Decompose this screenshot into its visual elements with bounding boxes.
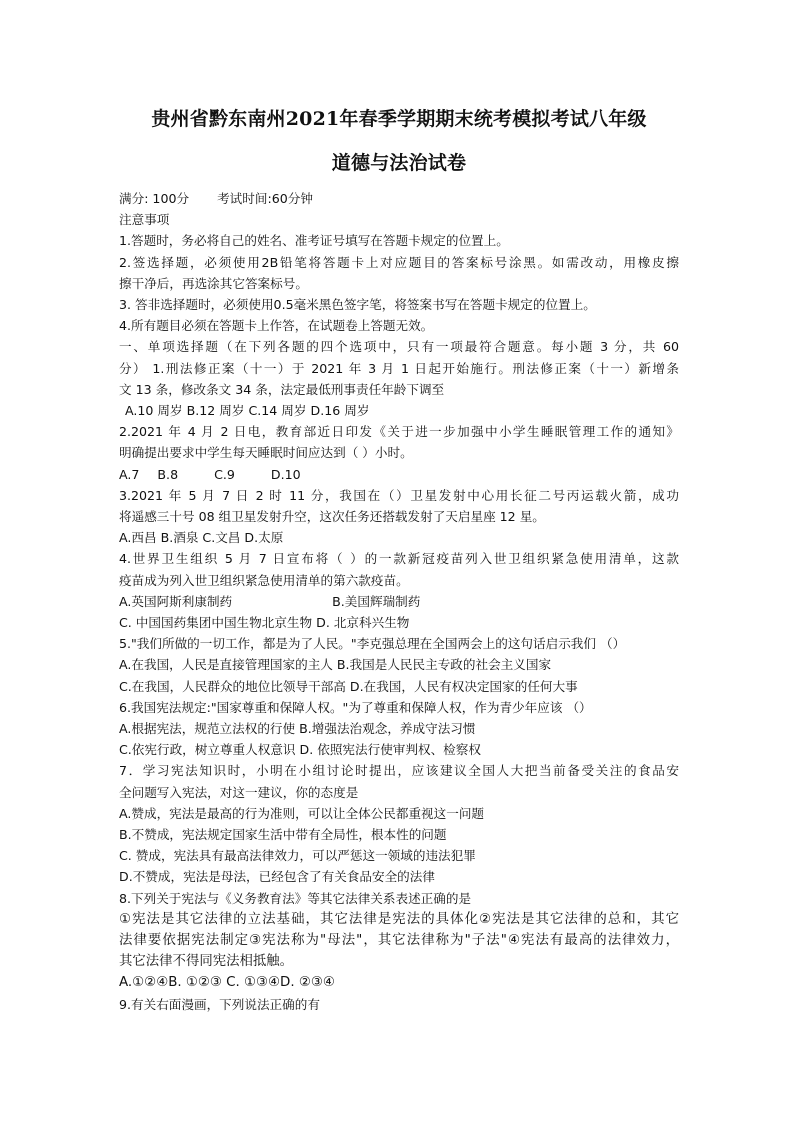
question-1-options: A.10 周岁 B.12 周岁 C.14 周岁 D.16 周岁 [125,402,370,418]
question-7: 7．学习宪法知识时，小明在小组讨论时提出，应该建议全国人大把当前备受关注的食品安 [119,763,679,779]
question-3-cont: 将遥感三十号 08 组卫星发射升空，这次任务还搭载发射了天启星座 12 星。 [119,508,545,524]
question-7-cont: 全问题写入宪法，对这一建议，你的态度是 [119,784,359,800]
option-a: A.7 [119,466,140,482]
exam-body [119,188,679,1015]
question-2-cont: 明确提出要求中学生每天睡眠时间应达到（ ）小时。 [119,445,413,461]
question-8-statements: ①宪法是其它法律的立法基础，其它法律是宪法的具体化②宪法是其它法律的总和，其它 [119,911,679,927]
notice-item: 4.所有题目必须在答题卡上作答，在试题卷上答题无效。 [119,318,434,334]
question-4: 4.世界卫生组织 5 月 7 日宣布将（ ）的一款新冠疫苗列入世卫组织紧急使用清单，这款 [119,551,679,567]
exam-info [119,188,679,209]
full-score: 满分: 100分 [119,191,190,206]
exam-subtitle: 道德与法治试卷 [331,152,467,174]
question-4-cont: 疫苗成为列入世卫组织紧急使用清单的第六款疫苗。 [119,572,409,588]
question-5-options-ab: A.在我国，人民是直接管理国家的主人 B.我国是人民民主专政的社会主义国家 [119,657,552,673]
notice-item: 擦干净后，再选涂其它答案标号。 [119,275,308,291]
notice-heading: 注意事项 [119,212,170,228]
notice-item: 3. 答非选择题时，必须使用0.5毫米黑色签字笔，将签案书写在答题卡规定的位置上。 [119,297,596,312]
notice-item: 2.签选择题，必须使用2B铅笔将答题卡上对应题目的答案标号涂黑。如需改动，用橡皮擦 [119,254,679,270]
exam-title: 贵州省黔东南州2021年春季学期期末统考模拟考试八年级 [151,108,647,130]
question-6-options-ab: A.根据宪法，规范立法权的行使 B.增强法治观念，养成守法习惯 [119,720,476,736]
option-a: A.英国阿斯利康制药 [119,593,233,609]
question-4-options-cd: C. 中国国药集团中国生物北京生物 D. 北京科兴生物 [119,614,410,630]
option-d: D.10 [270,466,301,482]
notice-item: 1.答题时，务必将自己的姓名、准考证号填写在答题卡规定的位置上。 [119,233,509,249]
option-b: B.美国辉瑞制药 [332,593,421,609]
question-6: 6.我国宪法规定:"国家尊重和保障人权。"为了尊重和保障人权，作为青少年应该 （） [119,699,592,715]
exam-page [119,100,679,1015]
question-8-statements-end: 其它法律不得同宪法相抵触。 [119,954,294,970]
question-3-options: A.西昌 B.酒泉 C.文昌 D.太原 [119,530,284,546]
question-8-options: A.①②④B. ①②③ C. ①③④D. ②③④ [119,975,335,991]
question-7-option-a: A.赞成，宪法是最高的行为准则，可以让全体公民都重视这一问题 [119,805,485,821]
question-9: 9.有关右面漫画，下列说法正确的有 [119,996,320,1012]
question-2: 2.2021 年 4 月 2 日电，教育部近日印发《关于进一步加强中小学生睡眠管理工作的通知》 [119,424,679,440]
question-5: 5."我们所做的一切工作，都是为了人民。"李克强总理在全国两会上的这句话启示我们 （） [119,636,626,652]
question-6-options-cd: C.依宪行政，树立尊重人权意识 D. 依照宪法行使审判权、检察权 [119,742,481,758]
question-8-statements-cont: 法律要依据宪法制定③宪法称为"母法"，其它法律称为"子法"④宪法有最高的法律效力， [119,932,679,948]
question-1: 分） 1.刑法修正案（十一）于 2021 年 3 月 1 日起开始施行。刑法修正案（十一）新增条 [119,360,679,376]
question-3: 3.2021 年 5 月 7 日 2 时 11 分，我国在（）卫星发射中心用长征二号丙运载火箭，成功 [119,487,679,503]
option-b: B.8 [157,466,179,482]
question-4-options-ab [119,591,679,612]
question-7-option-c: C. 赞成，宪法具有最高法律效力，可以严惩这一领域的违法犯罪 [119,848,476,864]
question-7-option-d: D.不赞成，宪法是母法，已经包含了有关食品安全的法律 [119,869,435,885]
option-c: C.9 [214,466,235,482]
question-5-options-cd: C.在我国，人民群众的地位比领导干部高 D.在我国，人民有权决定国家的任何大事 [119,678,578,694]
section-intro: 一、单项选择题（在下列各题的四个选项中，只有一项最符合题意。每小题 3 分，共 60 [119,339,679,355]
question-1-cont: 文 13 条，修改条文 34 条，法定最低刑事责任年龄下调至 [119,381,445,397]
question-8: 8.下列关于宪法与《义务教育法》等其它法律关系表述正确的是 [119,890,472,906]
question-7-option-b: B.不赞成，宪法规定国家生活中带有全局性，根本性的问题 [119,826,447,842]
question-2-options [119,464,679,485]
exam-time: 考试时间:60分钟 [217,191,313,206]
